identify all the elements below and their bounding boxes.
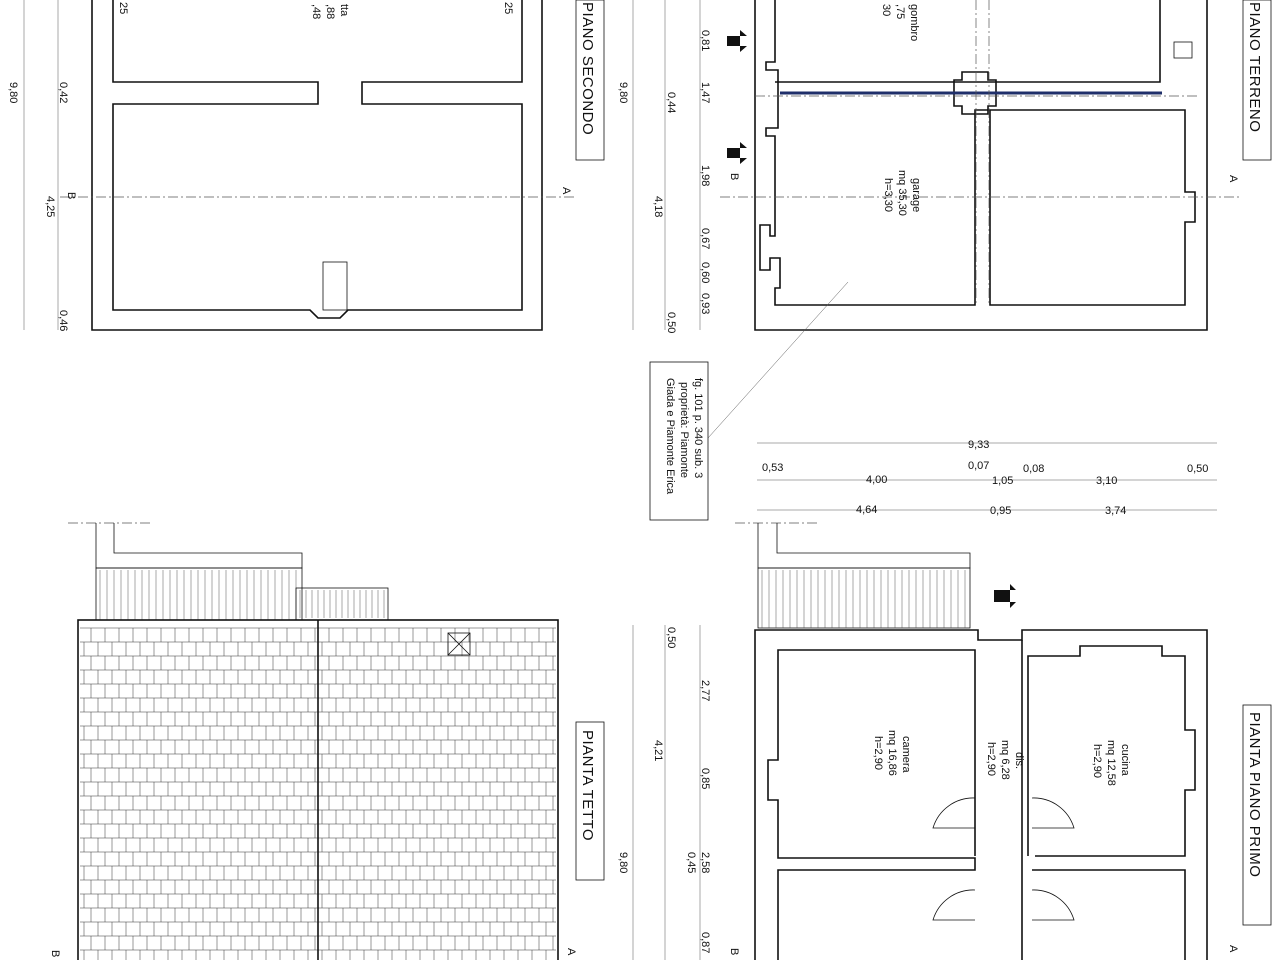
terreno-title: PIANO TERRENO — [1246, 2, 1263, 133]
roof-hatch-icon — [448, 633, 470, 655]
primo-camera-room — [768, 650, 975, 960]
entrance-arrow-icon — [727, 30, 747, 52]
tetto-dim-outer: 2,77 — [699, 680, 711, 702]
terreno-section-mark-b: B — [728, 173, 740, 181]
cucina-room-area: mq 12,58 — [1105, 740, 1117, 786]
camera-room-name: camera — [900, 736, 912, 773]
secondo-room-height: ,48 — [310, 4, 322, 20]
primo-dim-row2: 1,05 — [992, 475, 1014, 487]
tetto-section-mark-a: A — [565, 948, 577, 956]
primo-dim-row2: 0,53 — [762, 462, 784, 474]
terreno-room-height: 30 — [880, 4, 892, 17]
primo-section-mark-b: B — [728, 948, 740, 956]
plan-piano-primo — [728, 439, 1271, 960]
terreno-dim-outer: 1,47 — [699, 82, 711, 104]
tetto-title: PIANTA TETTO — [579, 730, 596, 842]
primo-dim-row3: 3,74 — [1105, 505, 1127, 517]
secondo-dim-edge: 25 — [117, 2, 129, 15]
cucina-room-height: h=2,90 — [1091, 744, 1103, 778]
tetto-chimney-outline — [96, 523, 302, 568]
cadastral-note — [650, 362, 708, 520]
secondo-dim-part: 4,25 — [44, 196, 56, 218]
door-swing-icon — [933, 890, 975, 920]
primo-title: PIANTA PIANO PRIMO — [1246, 712, 1263, 878]
primo-section-mark-a: A — [1227, 945, 1239, 953]
camera-room-height: h=2,90 — [872, 736, 884, 770]
secondo-chimney — [323, 262, 347, 310]
terreno-dim-inner: 0,50 — [665, 312, 677, 334]
garage-room-area: mq 35,30 — [896, 170, 908, 216]
tetto-section-mark-b: B — [49, 950, 61, 958]
secondo-dim-total: 9,80 — [7, 82, 19, 104]
secondo-dim-edge: 25 — [502, 2, 514, 15]
terreno-dim-outer: 0,67 — [699, 228, 711, 250]
door-swing-icon — [1032, 890, 1074, 920]
primo-dim-total: 9,33 — [968, 439, 990, 451]
tetto-dim-total: 9,80 — [617, 852, 629, 874]
primo-dim-row2: 0,50 — [1187, 463, 1209, 475]
tetto-dim-part: 4,21 — [652, 740, 664, 762]
garage-room-height: h=3,30 — [882, 178, 894, 212]
terreno-dim-total: 9,80 — [617, 82, 629, 104]
primo-dim-row2: 0,08 — [1023, 463, 1045, 475]
tetto-dim-outer: 0,87 — [699, 932, 711, 954]
terreno-section-mark-a: A — [1227, 175, 1239, 183]
dis-room-area: mq 6,28 — [999, 740, 1011, 780]
tetto-dim-outer: 2,58 — [699, 852, 711, 874]
terreno-dim-inner: 4,18 — [652, 196, 664, 218]
tetto-dim-outer: 0,85 — [699, 768, 711, 790]
terreno-dim-inner: 0,44 — [665, 92, 677, 114]
plan-piano-secondo — [7, 0, 604, 331]
terreno-chimney — [1174, 42, 1192, 58]
cucina-room-name: cucina — [1119, 744, 1131, 776]
terreno-dim-outer: 1,98 — [699, 165, 711, 187]
secondo-dim-part: 0,46 — [57, 310, 69, 332]
primo-dim-row2: 4,00 — [866, 474, 888, 486]
note-line: fg. 101 p. 340 sub. 3 — [692, 378, 704, 479]
terreno-inner-top — [760, 0, 1195, 305]
tetto-dim-outer: 0,45 — [685, 852, 697, 874]
plan-piano-terreno — [617, 0, 1271, 438]
camera-room-area: mq 16,86 — [886, 730, 898, 776]
secondo-room-name: tta — [338, 4, 350, 17]
secondo-section-mark-b: B — [65, 192, 77, 200]
tetto-gutter-hatch — [100, 570, 296, 620]
door-swing-icon — [1032, 798, 1074, 828]
garage-room-name: garage — [910, 178, 922, 213]
secondo-title: PIANO SECONDO — [579, 2, 596, 136]
secondo-outer-wall — [92, 0, 542, 330]
dis-room-name: dis. — [1013, 752, 1025, 770]
secondo-inner-top — [113, 0, 522, 318]
terreno-dim-outer: 0,93 — [699, 293, 711, 315]
secondo-room-area: ,88 — [324, 4, 336, 20]
primo-gutter-hatch — [762, 570, 965, 628]
door-swing-icon — [933, 798, 975, 828]
tetto-gutter-strip — [96, 568, 302, 620]
primo-dim-row2: 0,07 — [968, 460, 990, 472]
secondo-section-mark-a: A — [560, 187, 572, 195]
terreno-outer-wall — [755, 0, 1207, 330]
note-line: Giada e Piamonte Erica — [664, 378, 676, 495]
terreno-dim-outer: 0,60 — [699, 262, 711, 284]
plan-pianta-tetto — [49, 523, 711, 960]
note-line: proprietà: Piamonte — [678, 382, 690, 478]
terreno-top-room — [775, 0, 1160, 82]
primo-dim-row3: 0,95 — [990, 505, 1012, 517]
terreno-room-area: ,75 — [894, 4, 906, 20]
dis-room-height: h=2,90 — [985, 742, 997, 776]
primo-dim-row2: 3,10 — [1096, 475, 1118, 487]
primo-chimney-outline — [758, 523, 970, 568]
entrance-arrow-icon — [727, 142, 747, 164]
primo-dim-row3: 4,64 — [856, 504, 878, 516]
terreno-room-name: gombro — [908, 4, 920, 42]
tetto-dormer-hatch — [300, 590, 384, 618]
primo-outer-wall — [755, 630, 1207, 960]
tetto-dim-part: 0,50 — [665, 627, 677, 649]
secondo-dim-part: 0,42 — [57, 82, 69, 104]
terreno-dim-outer: 0,81 — [699, 30, 711, 52]
entrance-arrow-icon — [994, 584, 1016, 608]
